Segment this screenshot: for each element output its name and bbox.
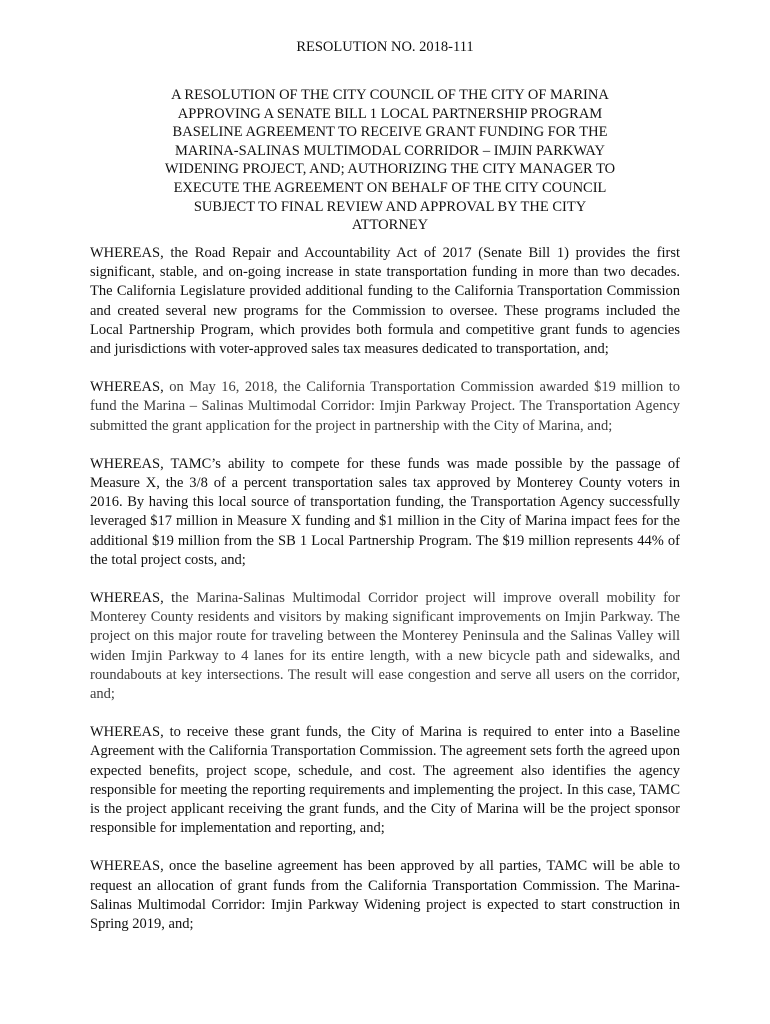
whereas-paragraph — [90, 857, 680, 934]
paragraph-text: once the baseline agreement has been approved by all parties, TAMC will be able to request an allocation of grant funds from the California Transportation Commission. The Marina-Salinas Multimodal Corridor: Imjin Parkway Widening project is expected to start construction in Spring 2019, and; — [90, 858, 680, 933]
whereas-label: WHEREAS, — [90, 455, 164, 472]
title-line: WIDENING PROJECT, AND; AUTHORIZING THE CITY MANAGER TO — [164, 161, 616, 178]
title-line: EXECUTE THE AGREEMENT ON BEHALF OF THE CITY COUNCIL — [173, 179, 607, 196]
title-line: MARINA-SALINAS MULTIMODAL CORRIDOR – IMJIN PARKWAY — [174, 142, 606, 159]
whereas-label: WHEREAS, — [90, 858, 164, 875]
whereas-paragraph — [90, 589, 680, 704]
paragraph-text: he Marina-Salinas Multimodal Corridor project will improve overall mobility for Monterey County residents and visitors by making significant improvements on Imjin Parkway. The project on this major route for traveling between the Monterey Peninsula and the Salinas Valley will widen Imjin Parkway to 4 lanes for its entire length, with a new bicycle path and sidewalks, and roundabouts at key intersections. The result will ease congestion and serve all users on the corridor, and; — [90, 590, 681, 703]
paragraph-text: the Road Repair and Accountability Act of 2017 (Senate Bill 1) provides the first significant, stable, and on-going increase in state transportation funding in more than two decades. The California Legislature provided additional funding to the California Transportation Commission and created several new programs for the Commission to oversee. These programs included the Local Partnership Program, which provides both formula and competitive grant funds to agencies and jurisdictions with voter-approved sales tax measures dedicated to transportation, and; — [90, 245, 680, 358]
title-line: ATTORNEY — [351, 217, 429, 234]
title-line: A RESOLUTION OF THE CITY COUNCIL OF THE CITY OF MARINA — [171, 87, 609, 103]
title-line: SUBJECT TO FINAL REVIEW AND APPROVAL BY THE CITY — [193, 198, 587, 215]
resolution-title — [130, 86, 650, 235]
resolution-number: RESOLUTION NO. 2018-111 — [296, 39, 474, 55]
whereas-label: WHEREAS, — [90, 379, 164, 396]
paragraph-text: to receive these grant funds, the City of Marina is required to enter into a Baseline Agreement with the California Transportation Commission. The agreement sets forth the agreed upon expected benefits, project scope, schedule, and cost. The agreement also identifies the agency responsible for meeting the reporting requirements and implementing the project. In this case, TAMC is the project applicant receiving the grant funds, and the City of Marina will be the project sponsor responsible for implementation and reporting, and; — [90, 724, 680, 837]
paragraph-text: TAMC’s ability to compete for these funds was made possible by the passage of Measure X, the 3/8 of a percent transportation sales tax approved by Monterey County voters in 2016. By having this local source of transportation funding, the Transportation Agency successfully leveraged $17 million in Measure X funding and $1 million in the City of Marina impact fees for the additional $19 million from the SB 1 Local Partnership Program. The $19 million represents 44% of the total project costs, and; — [90, 455, 680, 568]
whereas-paragraph — [90, 455, 680, 570]
paragraph-text: on May 16, 2018, the California Transportation Commission awarded $19 million to fund the Marina – Salinas Multimodal Corridor: Imjin Parkway Project. The Transportation Agency submitted the grant application for the project in partnership with the City of Marina, and; — [90, 379, 680, 434]
title-line: APPROVING A SENATE BILL 1 LOCAL PARTNERSHIP PROGRAM — [177, 105, 603, 122]
whereas-label: WHEREAS, — [90, 245, 164, 261]
whereas-paragraph — [90, 378, 680, 436]
whereas-label: WHEREAS, t — [90, 590, 176, 607]
whereas-label: WHEREAS, — [90, 724, 164, 741]
title-line: BASELINE AGREEMENT TO RECEIVE GRANT FUNDING FOR THE — [172, 124, 608, 141]
whereas-paragraph — [90, 723, 680, 838]
resolution-body — [90, 244, 680, 953]
whereas-paragraph — [90, 244, 680, 359]
